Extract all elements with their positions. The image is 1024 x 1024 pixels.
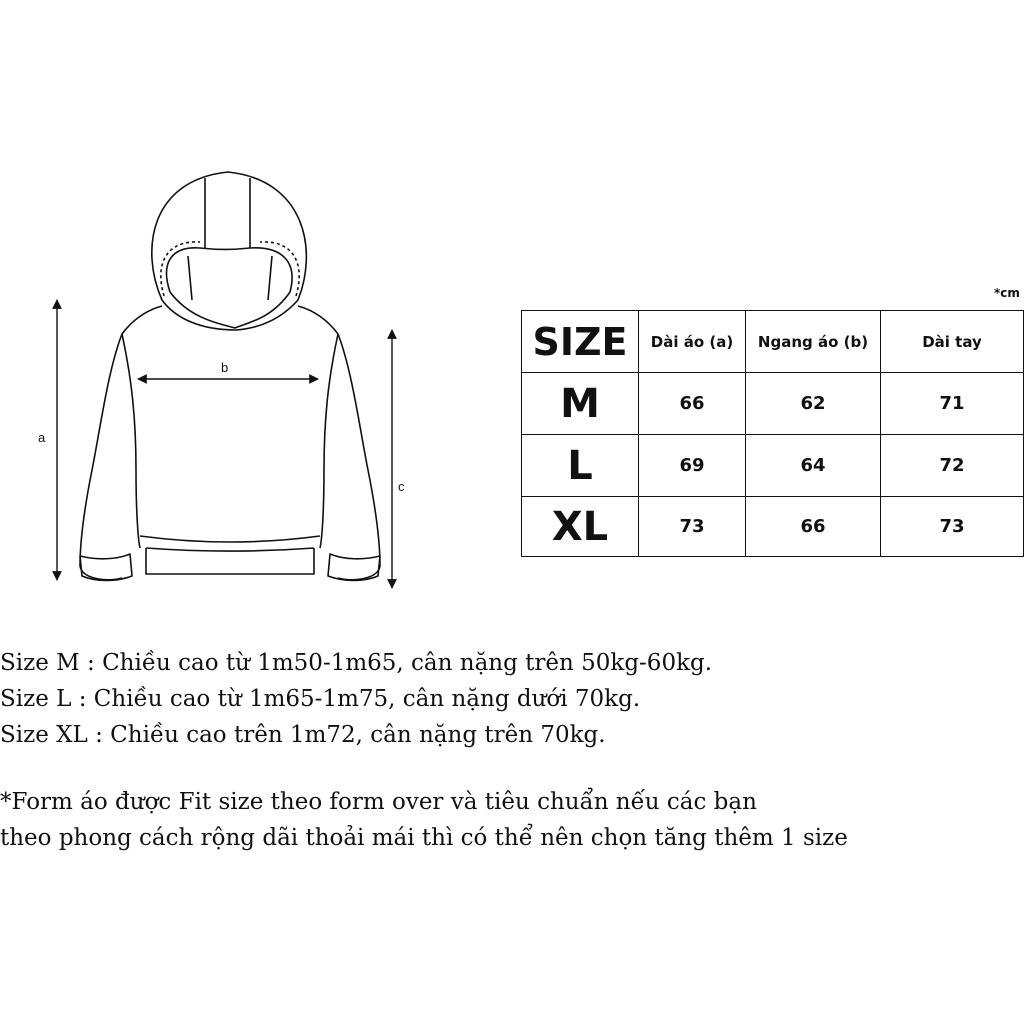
size-label: XL	[522, 497, 639, 557]
table-row	[522, 435, 1024, 497]
size-label: L	[522, 435, 639, 497]
description-line: Size L : Chiều cao từ 1m65-1m75, cân nặng dưới 70kg.	[0, 686, 641, 712]
table-cell: 64	[746, 435, 881, 497]
table-header-row	[522, 311, 1024, 373]
table-cell: 73	[881, 497, 1024, 557]
description-line: Size XL : Chiều cao trên 1m72, cân nặng trên 70kg.	[0, 722, 606, 748]
table-cell: 66	[746, 497, 881, 557]
note-line: *Form áo được Fit size theo form over và tiêu chuẩn nếu các bạn	[0, 789, 757, 815]
table-cell: 66	[639, 373, 746, 435]
header-width: Ngang áo (b)	[746, 311, 881, 373]
table-cell: 69	[639, 435, 746, 497]
table-cell: 72	[881, 435, 1024, 497]
label-b: b	[221, 360, 229, 375]
fit-note	[0, 784, 1024, 856]
header-size: SIZE	[522, 311, 639, 373]
description-line: Size M : Chiều cao từ 1m50-1m65, cân nặng trên 50kg-60kg.	[0, 650, 713, 676]
size-label: M	[522, 373, 639, 435]
header-sleeve: Dài tay	[881, 311, 1024, 373]
label-a: a	[38, 430, 46, 445]
size-chart-table	[521, 310, 1024, 557]
hoodie-diagram	[0, 160, 420, 600]
note-line: theo phong cách rộng dãi thoải mái thì có thể nên chọn tăng thêm 1 size	[0, 825, 848, 851]
table-cell: 71	[881, 373, 1024, 435]
unit-note: *cm	[994, 286, 1020, 300]
header-length: Dài áo (a)	[639, 311, 746, 373]
table-cell: 73	[639, 497, 746, 557]
hood-outer	[152, 172, 307, 330]
table-cell: 62	[746, 373, 881, 435]
table-row	[522, 497, 1024, 557]
size-descriptions	[0, 645, 1024, 753]
hood-opening	[167, 248, 293, 328]
label-c: c	[398, 479, 405, 494]
table-row	[522, 373, 1024, 435]
